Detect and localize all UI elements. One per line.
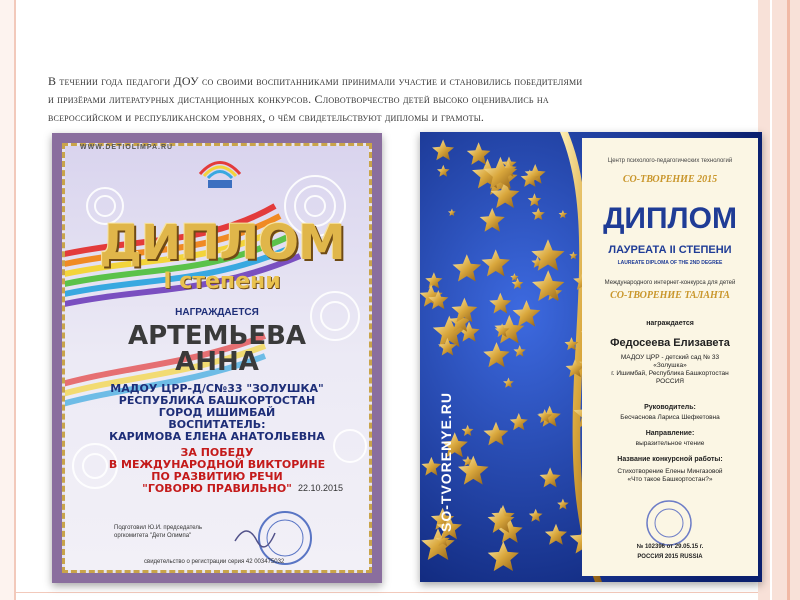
diploma-image-right (420, 132, 762, 582)
diploma-left-surname: АРТЕМЬЕВА (127, 321, 307, 351)
diploma-right-number: № 102396 от 29.05.15 г. (636, 544, 704, 550)
diploma-left-site: WWW.DETIOLIMPA.RU (80, 144, 174, 151)
diploma-left-reason-line: ПО РАЗВИТИЮ РЕЧИ (151, 470, 283, 483)
diploma-right-org-line: МАДОУ ЦРР - детский сад № 33 (620, 354, 720, 361)
diploma-right-org-line: «Золушка» (653, 362, 687, 369)
diploma-right-work-label: Название конкурсной работы: (617, 456, 723, 463)
slide-right-line (770, 0, 772, 600)
diploma-right-org-line: РОССИЯ (655, 378, 684, 385)
diploma-left-org-line: ГОРОД ИШИМБАЙ (158, 406, 276, 419)
diploma-right-title: ДИПЛОМ (603, 202, 737, 235)
diploma-left-date: 22.10.2015 (298, 483, 344, 493)
slide-bottom-rule (14, 592, 758, 593)
diploma-left-org-line: РЕСПУБЛИКА БАШКОРТОСТАН (118, 394, 316, 407)
slide-left-edge (0, 0, 16, 600)
diploma-left-degree: I степени (163, 269, 281, 294)
diploma-right-vertical-site: SO-TVORENYE.RU (438, 391, 454, 532)
diploma-left-title: ДИПЛОМ (99, 215, 345, 271)
caption-line: и призёрами литературных дистанционных конкурсов. Словотворчество детей высоко оценивались на (48, 92, 549, 106)
diploma-left-org-line: КАРИМОВА ЕЛЕНА АНАТОЛЬЕВНА (109, 430, 325, 443)
diploma-right-laureate-en: LAUREATE DIPLOMA OF THE 2ND DEGREE (617, 260, 723, 266)
diploma-right-stamp (634, 498, 704, 548)
diploma-left-awarded: НАГРАЖДАЕТСЯ (175, 307, 259, 318)
diploma-right-leader: Бесчаснова Лариса Шефкетовна (620, 414, 720, 421)
slide-right-accent-line (787, 0, 790, 600)
diploma-right-center: Центр психолого-педагогических технологий (607, 158, 733, 164)
diploma-left-org-line: ВОСПИТАТЕЛЬ: (168, 418, 266, 431)
diploma-right-leader-label: Руководитель: (644, 404, 696, 411)
diploma-right-degree: ЛАУРЕАТА II СТЕПЕНИ (608, 244, 732, 256)
slide-right-decoration (758, 0, 800, 600)
diploma-right-contest-top: СО-ТВОРЕНИЕ 2015 (622, 174, 718, 185)
caption-line: всероссийском и республиканском уровнях, о чём свидетельствуют дипломы и грамоты. (48, 110, 485, 124)
caption-line: В течении года педагоги ДОУ со своими воспитанниками принимали участие и становились победителями (48, 74, 583, 88)
diploma-left-reason-line: "ГОВОРЮ ПРАВИЛЬНО" (142, 482, 292, 495)
diploma-left-reason-line: В МЕЖДУНАРОДНОЙ ВИКТОРИНЕ (108, 458, 326, 471)
diploma-right-direction: выразительное чтение (635, 440, 705, 447)
diploma-left-reason-line: ЗА ПОБЕДУ (180, 446, 254, 459)
diploma-left-org-line: МАДОУ ЦРР-Д/С№33 "ЗОЛУШКА" (110, 382, 324, 395)
diploma-right-direction-label: Направление: (645, 430, 695, 437)
slide-caption (48, 72, 738, 126)
diploma-left-firstname: АННА (175, 347, 259, 377)
diploma-right-org-line: г. Ишимбай, Республика Башкортостан (611, 370, 729, 377)
diploma-right-awarded: награждается (646, 320, 694, 327)
diploma-right-work-line: «Что такое Башкортостан?» (627, 476, 713, 483)
diploma-left-signature-text: Подготовил Ю.И. председатель оргкомитета "Дети Олимпа" (114, 525, 203, 539)
diploma-right-contest-name: СО-ТВОРЕНИЕ ТАЛАНТА (610, 290, 730, 301)
diploma-left-certificate: свидетельство о регистрации серия 42 003475032 (144, 559, 285, 565)
diploma-right-name: Федосеева Елизавета (610, 337, 730, 349)
diploma-right-intl: Международного интернет-конкурса для детей (604, 280, 736, 286)
diploma-right-country: РОССИЯ 2015 RUSSIA (637, 554, 703, 560)
diploma-image-left (52, 133, 382, 583)
diploma-right-work-line: Стихотворение Елены Мингазовой (617, 468, 723, 475)
